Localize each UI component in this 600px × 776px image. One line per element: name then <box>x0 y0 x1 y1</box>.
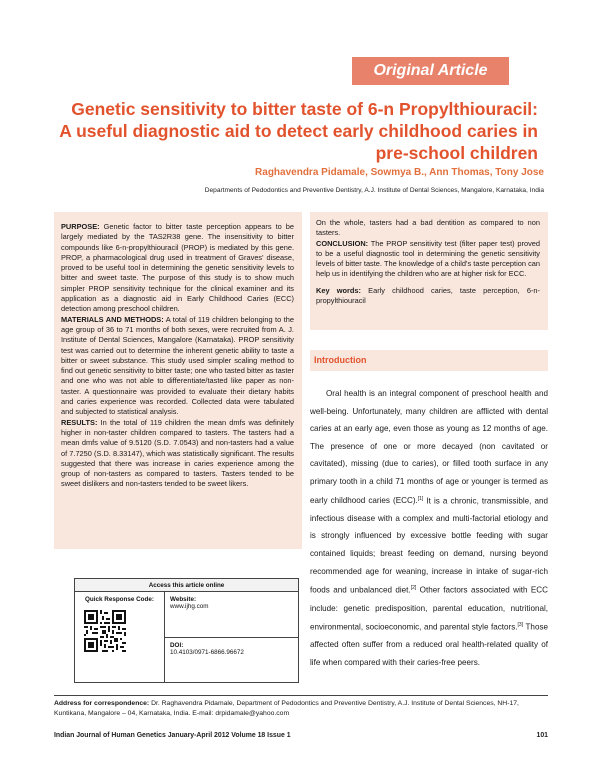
qr-code-icon[interactable] <box>84 610 126 652</box>
purpose-label: PURPOSE: <box>61 222 100 231</box>
author-list: Raghavendra Pidamale, Sowmya B., Ann Thomas, Tony Jose <box>255 167 544 178</box>
intro-part-4: Those affected often suffer from a reduced oral health-related quality of life when compared with their caries-free peers. <box>310 622 548 667</box>
doi-cell <box>165 637 298 682</box>
address-text: Dr. Raghavendra Pidamale, Department of Pedodontics and Preventive Dentistry, A.J. Institute of Dental Sciences, NH-17, Kuntikana, Mangalore – 04, Karnataka, India. E-mail: drpidamale@yahoo.com <box>54 700 519 717</box>
results-label: RESULTS: <box>61 417 98 427</box>
purpose-text: Genetic factor to bitter taste perception appears to be largely mediated by the TAS2R38 gene. The insensitivity to bitter compounds like 6-n-propylthiouracil (PROP) is mediated by this gene. PROP, a pharmacological drug used in treatment of Graves' disease, proved to be useful tool in determining the genetic sensitivity levels to bitter and sweet taste. The purpose of this study is to show much simpler PROP sensitivity technique for the clinical examiner and its application as a diagnostic aid in Early Childhood Caries (ECC) detection among preschool children. <box>61 222 294 314</box>
keywords-label: Key words: <box>316 285 361 295</box>
affiliation: Departments of Pedodontics and Preventive Dentistry, A.J. Institute of Dental Sciences, Mangalore, Karnataka, India <box>204 187 544 194</box>
abstract-conclusion <box>316 239 540 280</box>
doi-label: DOI: <box>170 642 184 649</box>
correspondence-address <box>54 699 548 718</box>
abstract-methods <box>61 315 294 418</box>
doi-link[interactable]: 10.4103/0971-6866.96672 <box>170 649 244 656</box>
abstract-continuation: On the whole, tasters had a bad dentition as compared to non tasters. <box>316 218 540 238</box>
qr-section <box>75 592 165 682</box>
citation-ref-2[interactable]: [2] <box>410 585 417 592</box>
website-link[interactable]: www.ijhg.com <box>170 603 209 610</box>
citation-ref-3[interactable]: [3] <box>517 622 524 629</box>
article-type-badge: Original Article <box>352 57 509 85</box>
abstract-right-column <box>310 212 548 330</box>
results-text: In the total of 119 children the mean dmfs was definitely higher in non-taster children compared to tasters. The tasters had a mean dmfs value of 9.5120 (S.D. 7.0543) and non-tasters had a value of 7.7250 (S.D. 8.33147), which was statistically significant. The results suggested that there was increase in caries experience among the group of non-tasters as compared to tasters. Tasters tended to be sweet dislikers and non-tasters tended to be sweet likers. <box>61 417 295 489</box>
abstract-left-column <box>54 212 302 549</box>
introduction-heading-bar <box>310 350 548 371</box>
access-box-heading: Access this article online <box>75 579 298 592</box>
access-details <box>165 592 298 682</box>
footer-divider <box>54 695 548 696</box>
introduction-paragraph <box>310 385 548 672</box>
introduction-heading: Introduction <box>314 355 367 365</box>
abstract-purpose <box>61 222 294 315</box>
access-online-box <box>74 578 299 683</box>
conclusion-text: The PROP sensitivity test (filter paper test) proved to be a useful diagnostic tool in determining the genetic sensitivity levels of bitter taste. The knowledge of a child's taste perception can help us in identifying the children who are at higher risk for ECC. <box>316 238 540 279</box>
abstract-results <box>61 418 294 490</box>
website-cell <box>165 592 298 637</box>
abstract-keywords <box>316 286 540 307</box>
keywords-text: Early childhood caries, taste perception, 6-n-propylthiouracil <box>316 285 541 306</box>
website-label: Website: <box>170 596 197 603</box>
methods-text: A total of 119 children belonging to the age group of 36 to 71 months of both sexes, were recruited from A. J. Institute of Dental Sciences, Mangalore (Karnataka). PROP sensitivity test was carried out to determine the inherent genetic ability to taste a bitter or sweet substance. This study used simpler scaling method to find out genetic sensitivity to bitter taste; one who tasted bitter as taster and one who was not able to differentiate/tasted like paper as non-taster. A questionnaire was provided to evaluate their dietary habits and caries experience was recorded. Collected data were tabulated and subjected to statistical analysis. <box>61 314 294 417</box>
intro-part-2: It is a chronic, transmissible, and infectious disease with a complex and multi-factorial etiology and is strongly influenced by excessive bottle feeding with sugar contained liquids; breast feeding on demand, nursing beyond recommended age for weaning, increase in intake of sugar-rich foods and unbalanced diet. <box>310 496 548 595</box>
methods-label: MATERIALS AND METHODS: <box>61 314 164 324</box>
conclusion-label: CONCLUSION: <box>316 238 369 248</box>
intro-part-3: Other factors associated with ECC include: genetic predisposition, parental education, nutritional, environmental, socioeconomic, and parental style factors. <box>310 585 548 632</box>
article-title: Genetic sensitivity to bitter taste of 6-n Propylthiouracil: A useful diagnostic aid to detect early childhood caries in pre-school children <box>59 99 538 163</box>
journal-footer <box>54 732 548 743</box>
intro-part-1: Oral health is an integral component of preschool health and well-being. Unfortunately, many children are afflicted with dental caries at an early age, even those as young as 12 months of age. The presence of one or more decayed (non cavitated or cavitated), missing (due to caries), or filled tooth surface in any primary tooth in a child 71 months of age or younger is termed as early childhood caries (ECC). <box>310 389 548 506</box>
citation-ref-1[interactable]: [1] <box>417 495 424 502</box>
page-number: 101 <box>536 732 548 739</box>
qr-label: Quick Response Code: <box>85 596 154 603</box>
journal-citation: Indian Journal of Human Genetics January-April 2012 Volume 18 Issue 1 <box>54 732 291 739</box>
address-label: Address for correspondence: <box>54 700 150 707</box>
